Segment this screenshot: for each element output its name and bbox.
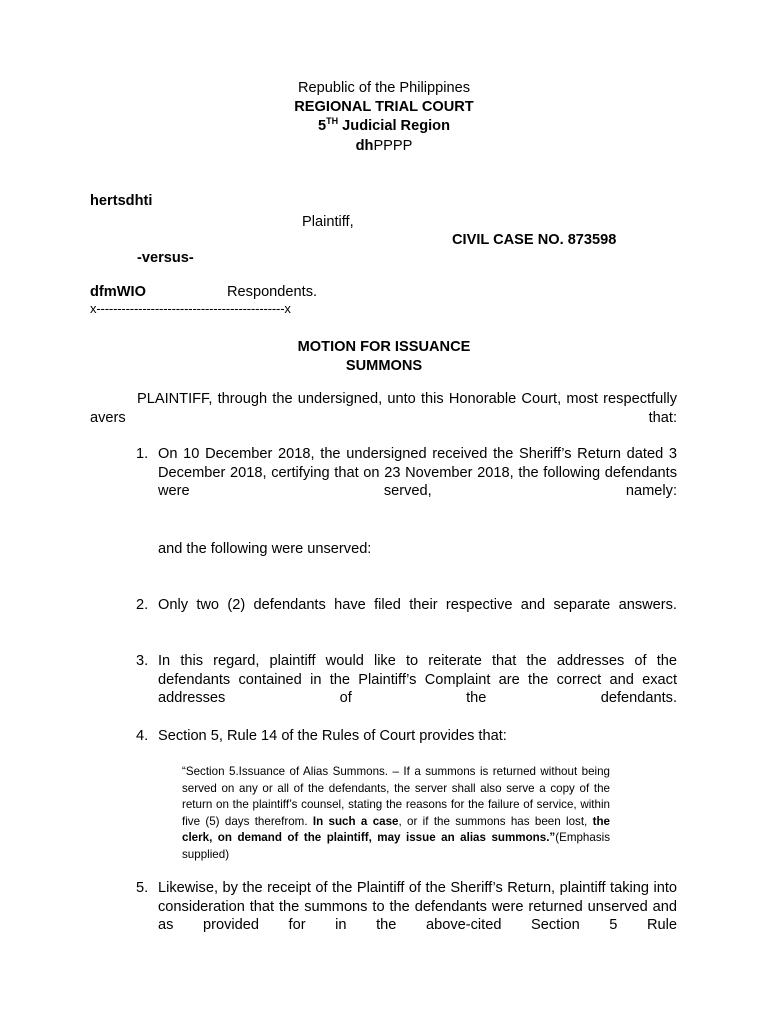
region-number: 5: [317, 118, 327, 134]
motion-title-line2: SUMMONS: [345, 358, 423, 374]
region-superscript: TH: [326, 116, 339, 127]
header-republic: Republic of the Philippines: [298, 80, 470, 96]
respondent-role: Respondents.: [227, 284, 318, 300]
item1-number: 1.: [136, 446, 149, 462]
branch-bold: dh: [355, 138, 374, 154]
plaintiff-role: Plaintiff,: [302, 214, 354, 230]
item5-text: Likewise, by the receipt of the Plaintiff of the Sheriff’s Return, plaintiff taking into consideration that the summons to the defendants were returned unserved and as provided for in the above-cited Section 5 Rule: [158, 880, 677, 933]
item5-number: 5.: [136, 880, 149, 896]
branch-rest: PPPP: [373, 138, 413, 154]
versus-label: -versus-: [137, 250, 194, 266]
header-region: [0, 117, 768, 135]
header-court: REGIONAL TRIAL COURT: [294, 99, 474, 115]
item1-text: On 10 December 2018, the undersigned received the Sheriff’s Return dated 3 December 2018, certifying that on 23 November 2018, the following defendants were served, namely:: [158, 446, 677, 499]
intro-paragraph: PLAINTIFF, through the undersigned, unto this Honorable Court, most respectfully avers that:: [90, 391, 677, 426]
quote-emphasis-1: In such a case: [312, 814, 399, 828]
quote-middle: , or if the summons has been lost,: [398, 814, 593, 828]
plaintiff-name: hertsdhti: [90, 193, 153, 209]
unserved-line: and the following were unserved:: [158, 541, 372, 557]
quote-emphasis-note: (Emphasis supplied): [182, 831, 610, 861]
quote-emphasis-2: the clerk, on demand of the plaintiff, may issue an alias summons.”: [182, 814, 610, 845]
rule-quote: [182, 764, 610, 864]
header-branch: [0, 137, 768, 155]
motion-title-line1: MOTION FOR ISSUANCE: [297, 339, 471, 355]
item2-number: 2.: [136, 597, 149, 613]
respondent-name: dfmWIO: [90, 284, 146, 300]
item3-number: 3.: [136, 653, 149, 669]
caption-divider: x---------------------------------------------x: [90, 301, 291, 316]
item3-text: In this regard, plaintiff would like to reiterate that the addresses of the defendants contained in the Plaintiff’s Complaint are the correct and exact addresses of the defendants.: [158, 653, 677, 706]
quote-plain: “Section 5.Issuance of Alias Summons. – If a summons is returned without being served on any or all of the defendants, the server shall also serve a copy of the return on the plaintiff’s counsel, stating the reasons for the failure of service, within five (5) days therefrom.: [182, 765, 610, 828]
region-text: Judicial Region: [338, 118, 451, 134]
case-number: CIVIL CASE NO. 873598: [452, 232, 617, 248]
item4-text: Section 5, Rule 14 of the Rules of Court provides that:: [158, 728, 507, 744]
item4-number: 4.: [136, 728, 149, 744]
item2-text: Only two (2) defendants have filed their respective and separate answers.: [158, 597, 677, 613]
